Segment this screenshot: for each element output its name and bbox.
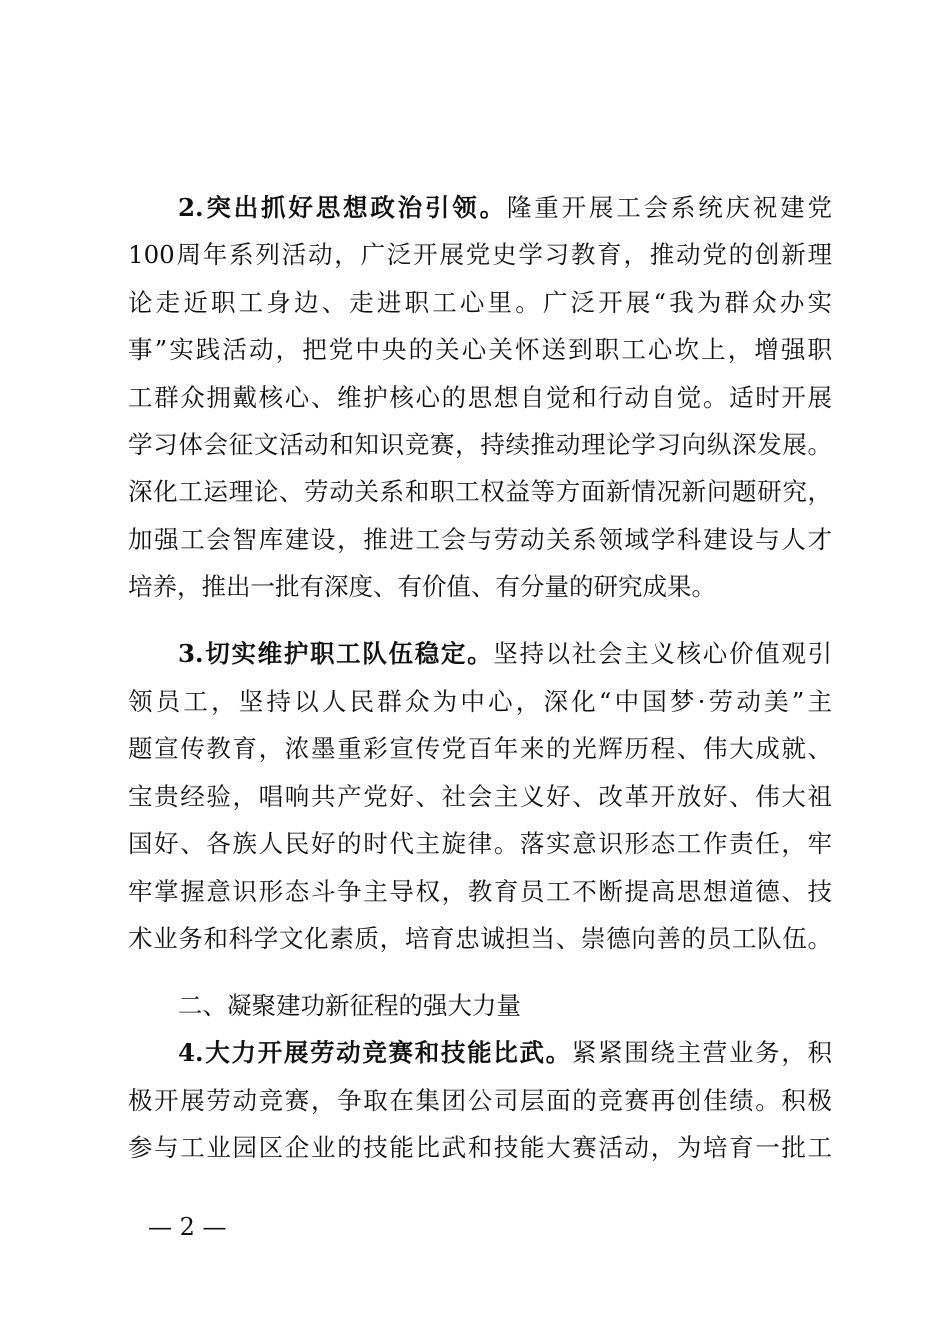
paragraph-4-line-2: 极开展劳动竞赛，争取在集团公司层面的竞赛再创佳绩。积极 (128, 1086, 832, 1115)
paragraph-3-line-3: 题宣传教育，浓墨重彩宣传党百年来的光辉历程、伟大成就、 (128, 734, 832, 763)
paragraph-4-line-1: 4.大力开展劳动竞赛和技能比武。紧紧围绕主营业务，积 (178, 1038, 833, 1067)
paragraph-4-line-3: 参与工业园区企业的技能比武和技能大赛活动，为培育一批工 (128, 1133, 832, 1162)
heading-3: 3.切实维护职工队伍稳定。 (178, 639, 494, 668)
heading-2: 2.突出抓好思想政治引领。 (178, 193, 507, 222)
paragraph-3-line-6: 牢掌握意识形态斗争主导权，教育员工不断提高思想道德、技 (128, 877, 832, 906)
heading-4: 4.大力开展劳动竞赛和技能比武。 (178, 1038, 572, 1067)
page-number: — 2 — (148, 1213, 227, 1241)
paragraph-2-line-8: 加强工会智库建设，推进工会与劳动关系领域学科建设与人才 (128, 525, 832, 554)
paragraph-2-line-6: 学习体会征文活动和知识竞赛，持续推动理论学习向纵深发展。 (128, 430, 832, 459)
paragraph-2-line-5: 工群众拥戴核心、维护核心的思想自觉和行动自觉。适时开展 (128, 383, 832, 412)
paragraph-2-line-9: 培养，推出一批有深度、有价值、有分量的研究成果。 (128, 572, 716, 601)
section-heading-2: 二、凝聚建功新征程的强大力量 (178, 991, 521, 1020)
paragraph-2-line-3: 论走近职工身边、走进职工心里。广泛开展“我为群众办实 (128, 288, 832, 317)
paragraph-2-line-1: 2.突出抓好思想政治引领。隆重开展工会系统庆祝建党 (178, 193, 833, 222)
paragraph-2-line-2: 100周年系列活动，广泛开展党史学习教育，推动党的创新理 (128, 240, 832, 269)
paragraph-3-line-1: 3.切实维护职工队伍稳定。坚持以社会主义核心价值观引 (178, 639, 833, 668)
paragraph-2-line-7: 深化工运理论、劳动关系和职工权益等方面新情况新问题研究， (128, 477, 832, 506)
paragraph-3-line-4: 宝贵经验，唱响共产党好、社会主义好、改革开放好、伟大祖 (128, 782, 832, 811)
paragraph-2-line-4: 事”实践活动，把党中央的关心关怀送到职工心坎上，增强职 (128, 335, 832, 364)
paragraph-3-line-2: 领员工，坚持以人民群众为中心，深化“中国梦·劳动美”主 (128, 687, 832, 716)
paragraph-3-line-7: 术业务和科学文化素质，培育忠诚担当、崇德向善的员工队伍。 (128, 924, 832, 953)
paragraph-3-line-5: 国好、各族人民好的时代主旋律。落实意识形态工作责任，牢 (128, 829, 832, 858)
